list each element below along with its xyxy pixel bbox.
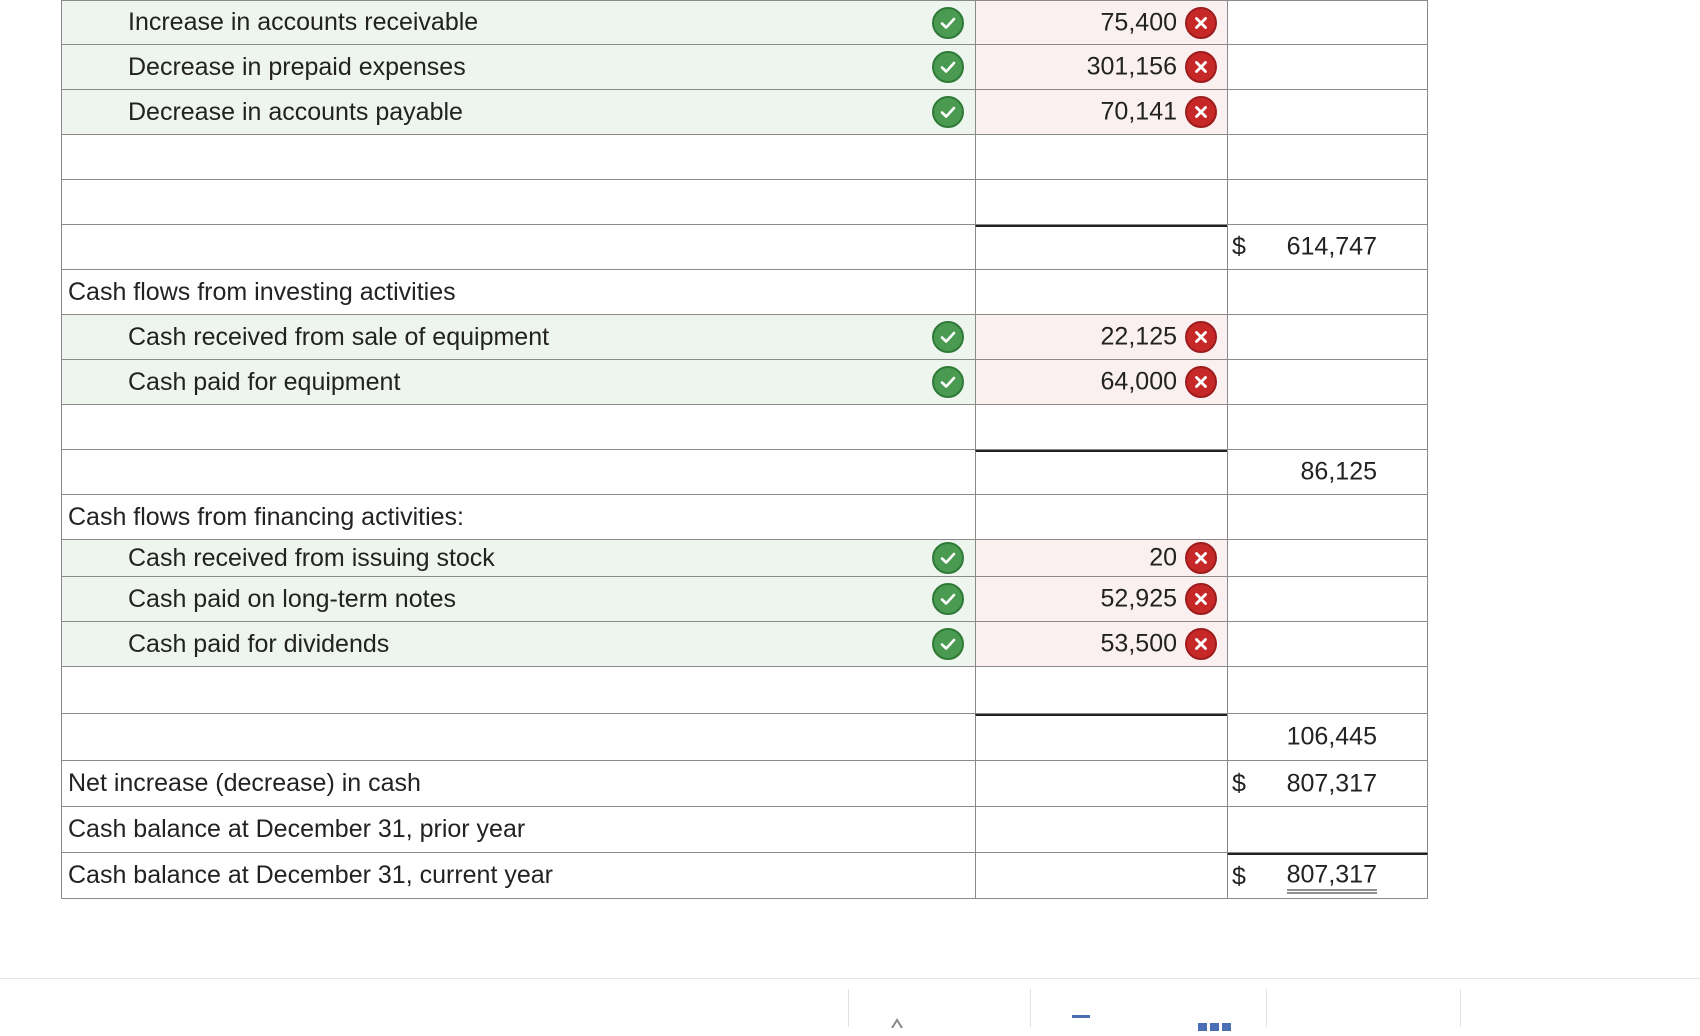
toolbar-divider [1030, 989, 1031, 1027]
line-item-label: Increase in accounts receivable [128, 8, 479, 36]
total-cell[interactable] [1227, 714, 1428, 760]
amount-cell[interactable] [975, 853, 1227, 898]
amount-value: 53,500 [1100, 629, 1177, 658]
statement-row-blank [61, 135, 1428, 180]
total-cell[interactable] [1227, 761, 1428, 806]
amount-value: 22,125 [1100, 322, 1177, 351]
x-circle-icon [1185, 96, 1217, 128]
total-cell[interactable] [1227, 540, 1428, 576]
amount-cell[interactable] [975, 807, 1227, 852]
toolbar-partial-icon[interactable] [1072, 1015, 1090, 1025]
total-value: 614,747 [1286, 232, 1377, 261]
amount-cell[interactable] [975, 180, 1227, 224]
total-cell[interactable] [1227, 853, 1428, 898]
statement-row-increase-in-accounts-receivable [61, 0, 1428, 45]
account-cell[interactable] [61, 45, 975, 89]
statement-row-blank [61, 450, 1428, 495]
statement-row-decrease-in-accounts-payable [61, 90, 1428, 135]
total-cell[interactable] [1227, 135, 1428, 179]
account-cell[interactable] [61, 360, 975, 404]
amount-cell[interactable] [975, 315, 1227, 359]
check-circle-icon [932, 7, 964, 39]
amount-value: 20 [1149, 543, 1177, 572]
amount-value: 52,925 [1100, 584, 1177, 613]
line-item-label: Cash received from issuing stock [128, 543, 495, 572]
total-cell[interactable] [1227, 450, 1428, 494]
line-item-label: Cash paid for dividends [128, 629, 390, 658]
amount-cell[interactable] [975, 45, 1227, 89]
section-label: Net increase (decrease) in cash [68, 769, 421, 797]
statement-row-net-increase-decrease-in-cash [61, 761, 1428, 807]
amount-value: 64,000 [1100, 367, 1177, 396]
check-circle-icon [932, 583, 964, 615]
statement-row-blank [61, 667, 1428, 714]
total-cell[interactable] [1227, 270, 1428, 314]
account-cell[interactable] [61, 807, 975, 852]
check-circle-icon [932, 628, 964, 660]
toolbar-divider [848, 989, 849, 1027]
total-cell[interactable] [1227, 315, 1428, 359]
total-cell[interactable] [1227, 807, 1428, 852]
total-cell[interactable] [1227, 360, 1428, 404]
account-cell[interactable] [61, 1, 975, 44]
total-cell[interactable] [1227, 225, 1428, 269]
x-circle-icon [1185, 7, 1217, 39]
check-circle-icon [932, 96, 964, 128]
account-cell[interactable] [61, 495, 975, 539]
amount-cell[interactable] [975, 714, 1227, 760]
total-value: 86,125 [1300, 457, 1377, 486]
currency-symbol: $ [1232, 862, 1246, 890]
account-cell[interactable] [61, 540, 975, 576]
total-cell[interactable] [1227, 45, 1428, 89]
statement-row-cash-balance-at-december-31-current-year [61, 853, 1428, 899]
check-circle-icon [932, 366, 964, 398]
line-item-label: Cash paid on long-term notes [128, 584, 456, 613]
statement-row-decrease-in-prepaid-expenses [61, 45, 1428, 90]
amount-cell[interactable] [975, 270, 1227, 314]
check-circle-icon [932, 542, 964, 574]
statement-row-cash-flows-from-investing-activities [61, 270, 1428, 315]
toolbar-divider [1266, 989, 1267, 1027]
account-cell[interactable] [61, 135, 975, 179]
account-cell[interactable] [61, 405, 975, 449]
grid-icon[interactable] [1198, 1018, 1232, 1026]
amount-cell[interactable] [975, 360, 1227, 404]
total-cell[interactable] [1227, 405, 1428, 449]
x-circle-icon [1185, 542, 1217, 574]
amount-cell[interactable] [975, 667, 1227, 713]
account-cell[interactable] [61, 180, 975, 224]
x-circle-icon [1185, 583, 1217, 615]
account-cell[interactable] [61, 622, 975, 666]
x-circle-icon [1185, 366, 1217, 398]
statement-row-cash-paid-for-equipment [61, 360, 1428, 405]
total-value: 807,317 [1286, 769, 1377, 797]
total-cell[interactable] [1227, 1, 1428, 44]
account-cell[interactable] [61, 315, 975, 359]
toolbar-divider [1460, 989, 1461, 1027]
line-item-label: Cash received from sale of equipment [128, 322, 550, 351]
section-label: Cash flows from investing activities [68, 277, 456, 306]
line-item-label: Decrease in prepaid expenses [128, 52, 466, 81]
cash-flow-statement-table [61, 0, 1428, 899]
line-item-label: Decrease in accounts payable [128, 97, 463, 126]
account-cell[interactable] [61, 270, 975, 314]
statement-row-blank [61, 714, 1428, 761]
total-cell[interactable] [1227, 90, 1428, 134]
bottom-toolbar [0, 978, 1700, 1027]
statement-row-blank [61, 225, 1428, 270]
statement-row-cash-paid-for-dividends [61, 622, 1428, 667]
total-value: 807,317 [1287, 860, 1377, 893]
total-cell[interactable] [1227, 577, 1428, 621]
statement-row-cash-received-from-issuing-stock [61, 540, 1428, 577]
total-cell[interactable] [1227, 667, 1428, 713]
x-circle-icon [1185, 51, 1217, 83]
amount-value: 301,156 [1086, 52, 1177, 81]
x-circle-icon [1185, 321, 1217, 353]
x-circle-icon [1185, 628, 1217, 660]
amount-cell[interactable] [975, 622, 1227, 666]
amount-cell[interactable] [975, 135, 1227, 179]
section-label: Cash balance at December 31, prior year [68, 815, 526, 843]
total-cell[interactable] [1227, 495, 1428, 539]
amount-cell[interactable] [975, 577, 1227, 621]
section-label: Cash flows from financing activities: [68, 502, 464, 531]
statement-row-cash-flows-from-financing-activities [61, 495, 1428, 540]
statement-row-blank [61, 405, 1428, 450]
amount-cell[interactable] [975, 90, 1227, 134]
account-cell[interactable] [61, 90, 975, 134]
toolbar-partial-icon[interactable] [890, 1015, 904, 1025]
amount-cell[interactable] [975, 1, 1227, 44]
amount-value: 70,141 [1100, 97, 1177, 126]
line-item-label: Cash paid for equipment [128, 367, 401, 396]
account-cell[interactable] [61, 577, 975, 621]
amount-value: 75,400 [1100, 8, 1177, 36]
total-value: 106,445 [1286, 722, 1377, 751]
amount-cell[interactable] [975, 761, 1227, 806]
total-cell[interactable] [1227, 622, 1428, 666]
account-cell[interactable] [61, 667, 975, 713]
account-cell[interactable] [61, 450, 975, 494]
statement-row-cash-balance-at-december-31-prior-year [61, 807, 1428, 853]
account-cell[interactable] [61, 853, 975, 898]
amount-cell[interactable] [975, 405, 1227, 449]
statement-row-cash-received-from-sale-of-equipment [61, 315, 1428, 360]
statement-row-blank [61, 180, 1428, 225]
check-circle-icon [932, 321, 964, 353]
account-cell[interactable] [61, 714, 975, 760]
account-cell[interactable] [61, 761, 975, 806]
statement-row-cash-paid-on-long-term-notes [61, 577, 1428, 622]
amount-cell[interactable] [975, 495, 1227, 539]
currency-symbol: $ [1232, 769, 1246, 797]
currency-symbol: $ [1232, 232, 1246, 261]
account-cell[interactable] [61, 225, 975, 269]
check-circle-icon [932, 51, 964, 83]
amount-cell[interactable] [975, 450, 1227, 494]
amount-cell[interactable] [975, 540, 1227, 576]
section-label: Cash balance at December 31, current year [68, 861, 553, 889]
amount-cell[interactable] [975, 225, 1227, 269]
total-cell[interactable] [1227, 180, 1428, 224]
